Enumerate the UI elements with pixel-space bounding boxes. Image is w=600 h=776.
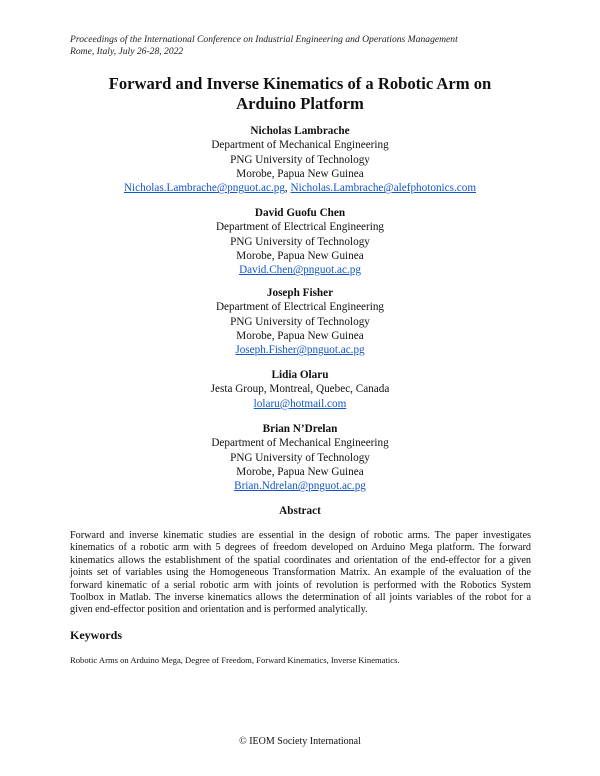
author-location: Morobe, Papua New Guinea [236, 167, 364, 180]
author-emails [0, 263, 600, 277]
author-emails [0, 343, 600, 357]
author-department: Department of Mechanical Engineering [211, 437, 389, 450]
author-name: Joseph Fisher [266, 287, 334, 299]
author-email-link[interactable]: Joseph.Fisher@pnguot.ac.pg [235, 344, 365, 357]
author-department: Department of Mechanical Engineering [211, 139, 389, 152]
abstract-text: Forward and inverse kinematic studies are essential in the design of robotic arms. The paper investigates kinematics of a robotic arm with 5 degrees of freedom developed on Arduino Mega platform. The forward kinematics allows the establishment of the spatial coordinates and orientation of the end-effector for a given joints set of variables using the Homogeneous Transformation Matrix. An example of the evaluation of the forward kinematic of a serial robotic arm with joints of revolution is performed with the Robotics System Toolbox in Matlab. The inverse kinematics allows the determination of all joints variables of the robot for a given end-effector position and orientation and is performed analytically. [70, 530, 531, 616]
author-emails: Nicholas.Lambrache@pnguot.ac.pg, Nicholas.Lambrache@alefphotonics.com [123, 182, 477, 195]
keywords-text: Robotic Arms on Arduino Mega, Degree of Freedom, Forward Kinematics, Inverse Kinematics. [70, 655, 400, 665]
author-email-link[interactable]: Nicholas.Lambrache@pnguot.ac.pg [123, 182, 285, 195]
author-name: Lidia Olaru [271, 369, 329, 381]
author-location: Morobe, Papua New Guinea [236, 465, 364, 478]
author-organization: Jesta Group, Montreal, Quebec, Canada [210, 383, 390, 396]
paper-title [0, 74, 600, 114]
keywords-heading: Keywords [70, 628, 122, 642]
author-department: Department of Electrical Engineering [215, 301, 385, 314]
author-email-link[interactable]: Brian.Ndrelan@pnguot.ac.pg [234, 480, 366, 493]
author-block-1 [0, 124, 600, 195]
author-location: Morobe, Papua New Guinea [236, 329, 364, 342]
author-name: David Guofu Chen [254, 207, 346, 219]
author-block-5 [0, 422, 600, 493]
abstract-heading: Abstract [279, 505, 321, 517]
author-block-2 [0, 206, 600, 277]
header-location-date: Rome, Italy, July 26-28, 2022 [70, 46, 184, 57]
author-email-link[interactable]: David.Chen@pnguot.ac.pg [239, 264, 361, 277]
author-block-4 [0, 368, 600, 411]
author-name: Brian N’Drelan [262, 423, 338, 435]
author-emails [0, 397, 600, 411]
author-name: Nicholas Lambrache [250, 125, 350, 137]
title-line-2: Arduino Platform [236, 94, 364, 113]
author-organization: PNG University of Technology [230, 153, 370, 166]
copyright-footer: © IEOM Society International [239, 736, 361, 747]
author-organization: PNG University of Technology [230, 451, 370, 464]
proceedings-header [70, 34, 458, 58]
author-organization: PNG University of Technology [230, 315, 370, 328]
title-line-1: Forward and Inverse Kinematics of a Robotic Arm on [108, 74, 492, 93]
header-conference: Proceedings of the International Conference on Industrial Engineering and Operations Management [70, 34, 458, 45]
author-block-3 [0, 286, 600, 357]
author-emails [0, 479, 600, 493]
author-location: Morobe, Papua New Guinea [236, 249, 364, 262]
author-department: Department of Electrical Engineering [215, 221, 385, 234]
author-email-link[interactable]: lolaru@hotmail.com [253, 397, 347, 410]
author-organization: PNG University of Technology [230, 235, 370, 248]
author-email-link[interactable]: Nicholas.Lambrache@alefphotonics.com [290, 182, 477, 195]
